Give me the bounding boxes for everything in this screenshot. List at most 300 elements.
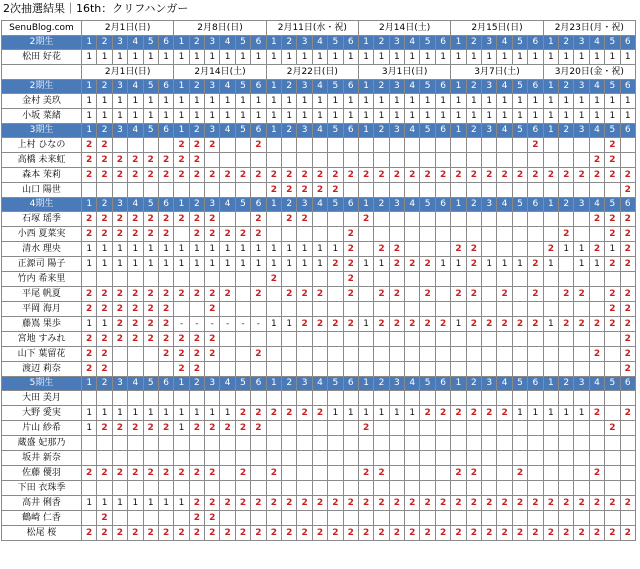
result-cell: 2 [266,466,281,481]
result-cell [374,212,389,227]
result-cell [220,451,235,466]
result-cell [451,347,466,362]
result-cell [143,511,158,526]
result-cell [235,138,250,153]
result-cell [374,183,389,198]
result-cell [205,481,220,496]
result-cell: 2 [589,153,604,168]
result-cell: 1 [512,406,527,421]
result-cell: 2 [97,466,112,481]
slot-number: 1 [266,198,281,212]
result-cell: 2 [466,466,481,481]
result-cell [343,362,358,377]
result-cell [297,466,312,481]
result-cell [605,332,620,347]
result-cell [405,421,420,436]
result-cell: 1 [235,50,250,65]
result-cell: 2 [343,272,358,287]
result-cell: 1 [451,50,466,65]
result-cell: 1 [343,50,358,65]
result-cell: 2 [112,526,127,541]
result-cell [189,481,204,496]
result-cell [328,451,343,466]
result-cell: 1 [543,109,558,124]
result-cell: 1 [574,257,589,272]
slot-number: 3 [297,124,312,138]
result-cell [528,302,543,317]
result-cell: 1 [158,406,173,421]
result-cell: 2 [605,227,620,242]
result-cell [605,391,620,406]
result-cell: 1 [358,94,373,109]
slot-number: 6 [158,198,173,212]
slot-number: 1 [543,80,558,94]
result-cell: 1 [282,317,297,332]
result-cell: 2 [358,168,373,183]
result-cell: 2 [328,496,343,511]
result-cell [605,436,620,451]
result-cell [589,138,604,153]
result-cell: 2 [158,317,173,332]
member-name: 高橋 未来虹 [2,153,82,168]
result-cell: 2 [405,257,420,272]
result-cell: 2 [528,168,543,183]
result-cell [435,302,450,317]
result-cell [389,212,404,227]
result-cell: 1 [297,242,312,257]
result-cell: 1 [589,109,604,124]
result-cell [589,362,604,377]
result-cell: 2 [420,526,435,541]
result-cell: 1 [235,94,250,109]
result-cell: 2 [128,153,143,168]
result-cell [143,436,158,451]
result-cell: 1 [374,257,389,272]
result-cell [358,362,373,377]
slot-number: 3 [297,377,312,391]
result-cell [466,332,481,347]
result-cell: 1 [158,94,173,109]
result-cell [482,138,497,153]
result-cell: 1 [559,242,574,257]
result-cell [220,511,235,526]
result-cell: 2 [589,466,604,481]
result-cell [435,183,450,198]
result-cell: 1 [97,109,112,124]
slot-number: 6 [528,80,543,94]
result-cell: 1 [389,50,404,65]
slot-number: 5 [605,198,620,212]
result-cell: 2 [451,168,466,183]
result-cell: 2 [112,287,127,302]
result-cell: 1 [605,94,620,109]
result-cell: 2 [82,302,97,317]
result-cell [466,183,481,198]
result-cell [143,391,158,406]
result-cell: 2 [328,317,343,332]
result-cell [282,421,297,436]
result-cell [528,481,543,496]
result-cell: 1 [328,94,343,109]
result-cell [343,511,358,526]
result-cell: 2 [589,526,604,541]
result-cell: 2 [589,317,604,332]
slot-number: 5 [235,198,250,212]
slot-number: 5 [605,80,620,94]
result-cell [497,436,512,451]
slot-number: 1 [174,198,189,212]
result-cell: 2 [97,168,112,183]
result-cell [205,362,220,377]
result-cell [605,466,620,481]
slot-number: 3 [389,124,404,138]
result-cell [466,138,481,153]
result-cell: 1 [174,257,189,272]
result-cell [282,302,297,317]
slot-number: 2 [282,36,297,50]
result-cell: 2 [589,496,604,511]
result-cell [112,362,127,377]
result-cell [405,302,420,317]
result-cell: 1 [559,406,574,421]
member-name: 平岡 海月 [2,302,82,317]
result-cell [482,287,497,302]
result-cell [435,451,450,466]
result-cell: 1 [358,109,373,124]
result-cell: 1 [343,109,358,124]
slot-number: 3 [112,124,127,138]
result-cell: 1 [328,406,343,421]
result-cell [451,421,466,436]
result-cell: 1 [297,50,312,65]
result-cell: 2 [143,332,158,347]
result-cell [420,138,435,153]
result-cell: 1 [343,94,358,109]
result-cell [420,451,435,466]
result-cell [328,466,343,481]
result-cell [220,481,235,496]
result-cell: 1 [482,109,497,124]
result-cell [343,451,358,466]
result-cell [220,153,235,168]
result-cell [589,227,604,242]
result-cell: 2 [205,227,220,242]
result-cell [297,436,312,451]
result-cell [220,347,235,362]
result-cell: 1 [128,406,143,421]
result-cell: 2 [251,526,266,541]
result-cell [343,391,358,406]
result-cell [420,242,435,257]
result-cell [435,332,450,347]
result-cell [82,391,97,406]
member-name: 石塚 瑶季 [2,212,82,227]
slot-number: 5 [328,124,343,138]
result-cell: 2 [589,212,604,227]
date-header: 2月15日(日) [451,21,543,36]
result-cell [328,436,343,451]
result-cell: 2 [112,302,127,317]
member-row [2,496,636,511]
result-cell [543,436,558,451]
result-cell [328,511,343,526]
result-cell [235,272,250,287]
result-cell [620,153,635,168]
slot-number: 1 [358,377,373,391]
result-cell [451,183,466,198]
result-cell [389,332,404,347]
result-cell: 1 [97,496,112,511]
member-name: 高井 俐香 [2,496,82,511]
result-cell: 1 [143,242,158,257]
result-cell: 1 [512,94,527,109]
result-cell [451,511,466,526]
result-cell [266,362,281,377]
result-cell [389,511,404,526]
slot-number: 2 [97,124,112,138]
result-cell: 2 [297,406,312,421]
result-cell [589,302,604,317]
result-cell: 2 [205,332,220,347]
result-cell: 1 [174,496,189,511]
result-cell: 2 [282,496,297,511]
result-cell: 1 [420,109,435,124]
result-cell: 1 [328,109,343,124]
result-cell: 2 [158,287,173,302]
result-cell: 1 [297,94,312,109]
result-cell: 2 [389,257,404,272]
result-cell [605,183,620,198]
result-cell: 2 [189,153,204,168]
result-cell [282,436,297,451]
result-cell [205,153,220,168]
result-cell [174,391,189,406]
result-cell: 2 [143,421,158,436]
slot-number: 4 [312,198,327,212]
result-cell [620,421,635,436]
result-cell [235,287,250,302]
member-name: 藤嶌 果歩 [2,317,82,332]
result-cell: 2 [189,168,204,183]
member-row [2,332,636,347]
result-cell: 2 [451,466,466,481]
member-row [2,451,636,466]
result-cell: 1 [605,50,620,65]
result-cell: 2 [528,138,543,153]
result-cell [174,183,189,198]
result-cell [358,287,373,302]
result-cell [235,451,250,466]
result-cell: 2 [235,168,250,183]
result-cell: 1 [605,242,620,257]
date-header: 2月1日(日) [82,21,174,36]
result-cell: 2 [174,212,189,227]
result-cell: 2 [497,496,512,511]
slot-number: 5 [235,36,250,50]
result-cell [574,391,589,406]
result-cell: 2 [158,153,173,168]
result-cell: 2 [620,302,635,317]
member-name: 宮地 すみれ [2,332,82,347]
result-cell [235,362,250,377]
result-cell: 1 [266,317,281,332]
result-cell: 2 [328,526,343,541]
result-cell: 2 [251,287,266,302]
result-cell [405,227,420,242]
result-cell: 2 [620,406,635,421]
result-cell: 1 [158,50,173,65]
slot-number: 1 [451,198,466,212]
result-cell: 2 [112,466,127,481]
result-cell: 2 [389,317,404,332]
slot-number: 2 [466,198,481,212]
slot-number: 4 [220,80,235,94]
result-cell [420,481,435,496]
result-cell: 2 [220,287,235,302]
result-cell [343,183,358,198]
slot-number: 6 [343,377,358,391]
result-cell [297,138,312,153]
result-cell: 1 [466,50,481,65]
result-cell: 1 [405,406,420,421]
result-cell: 2 [97,347,112,362]
result-cell: 2 [482,496,497,511]
slot-number: 4 [405,36,420,50]
result-cell: 2 [205,466,220,481]
slot-number: 4 [220,198,235,212]
result-cell: 1 [143,406,158,421]
result-cell: 2 [143,212,158,227]
result-cell [266,421,281,436]
result-cell: 2 [389,526,404,541]
result-cell [497,451,512,466]
result-cell [482,212,497,227]
result-cell: 1 [282,242,297,257]
result-cell [343,302,358,317]
result-cell [82,511,97,526]
generation-header-row [2,377,636,391]
result-cell [405,272,420,287]
result-cell [282,391,297,406]
result-cell [435,227,450,242]
result-cell: 2 [143,287,158,302]
result-cell: 2 [620,212,635,227]
result-cell [605,451,620,466]
result-cell [374,391,389,406]
result-cell [266,451,281,466]
result-cell [451,272,466,287]
result-cell [158,511,173,526]
result-cell: 1 [312,94,327,109]
result-cell: 2 [128,168,143,183]
result-cell [482,242,497,257]
slot-number: 6 [251,36,266,50]
result-cell [559,421,574,436]
result-cell: 2 [605,302,620,317]
result-cell [143,272,158,287]
slot-number: 6 [528,377,543,391]
member-name: 山下 葉留花 [2,347,82,362]
result-cell [251,391,266,406]
result-cell: 2 [605,153,620,168]
result-cell [559,466,574,481]
result-cell [343,436,358,451]
result-cell: 1 [235,257,250,272]
result-cell [205,272,220,287]
result-cell [266,212,281,227]
result-cell: 2 [297,496,312,511]
result-cell [82,481,97,496]
result-cell [543,451,558,466]
result-cell: 2 [420,406,435,421]
result-cell [189,183,204,198]
result-cell: 2 [451,526,466,541]
result-cell [543,421,558,436]
result-cell: 1 [451,94,466,109]
result-cell: 1 [189,50,204,65]
result-cell: 2 [128,526,143,541]
result-cell: 2 [405,496,420,511]
slot-number: 6 [343,80,358,94]
result-cell: 2 [466,317,481,332]
result-cell [559,362,574,377]
result-cell [128,138,143,153]
slot-number: 2 [189,124,204,138]
result-cell: 2 [112,153,127,168]
result-cell: 1 [82,94,97,109]
result-cell: - [220,317,235,332]
result-cell [297,362,312,377]
result-cell: 2 [189,212,204,227]
result-cell [374,481,389,496]
result-cell: 2 [497,526,512,541]
result-cell: 1 [405,94,420,109]
result-cell: 2 [220,168,235,183]
member-row [2,50,636,65]
result-cell: 2 [374,526,389,541]
result-cell: 2 [82,227,97,242]
result-cell: 1 [620,94,635,109]
slot-number: 3 [297,198,312,212]
result-cell [328,332,343,347]
slot-number: 6 [528,124,543,138]
result-cell: 1 [189,257,204,272]
result-cell: 1 [574,109,589,124]
result-cell [528,511,543,526]
result-cell [251,332,266,347]
result-cell: 2 [497,406,512,421]
result-cell: 1 [282,257,297,272]
result-cell [405,153,420,168]
result-cell [528,183,543,198]
result-cell: 2 [297,526,312,541]
result-cell [466,362,481,377]
result-cell [543,481,558,496]
member-row [2,138,636,153]
result-cell: 1 [543,50,558,65]
result-cell: 1 [128,496,143,511]
result-cell: 1 [143,94,158,109]
result-cell: 2 [543,496,558,511]
slot-number: 1 [543,377,558,391]
result-cell: 2 [389,168,404,183]
result-cell: 1 [235,242,250,257]
result-cell [512,511,527,526]
slot-number: 3 [112,198,127,212]
result-cell [235,183,250,198]
result-cell [543,362,558,377]
result-cell: 2 [143,317,158,332]
